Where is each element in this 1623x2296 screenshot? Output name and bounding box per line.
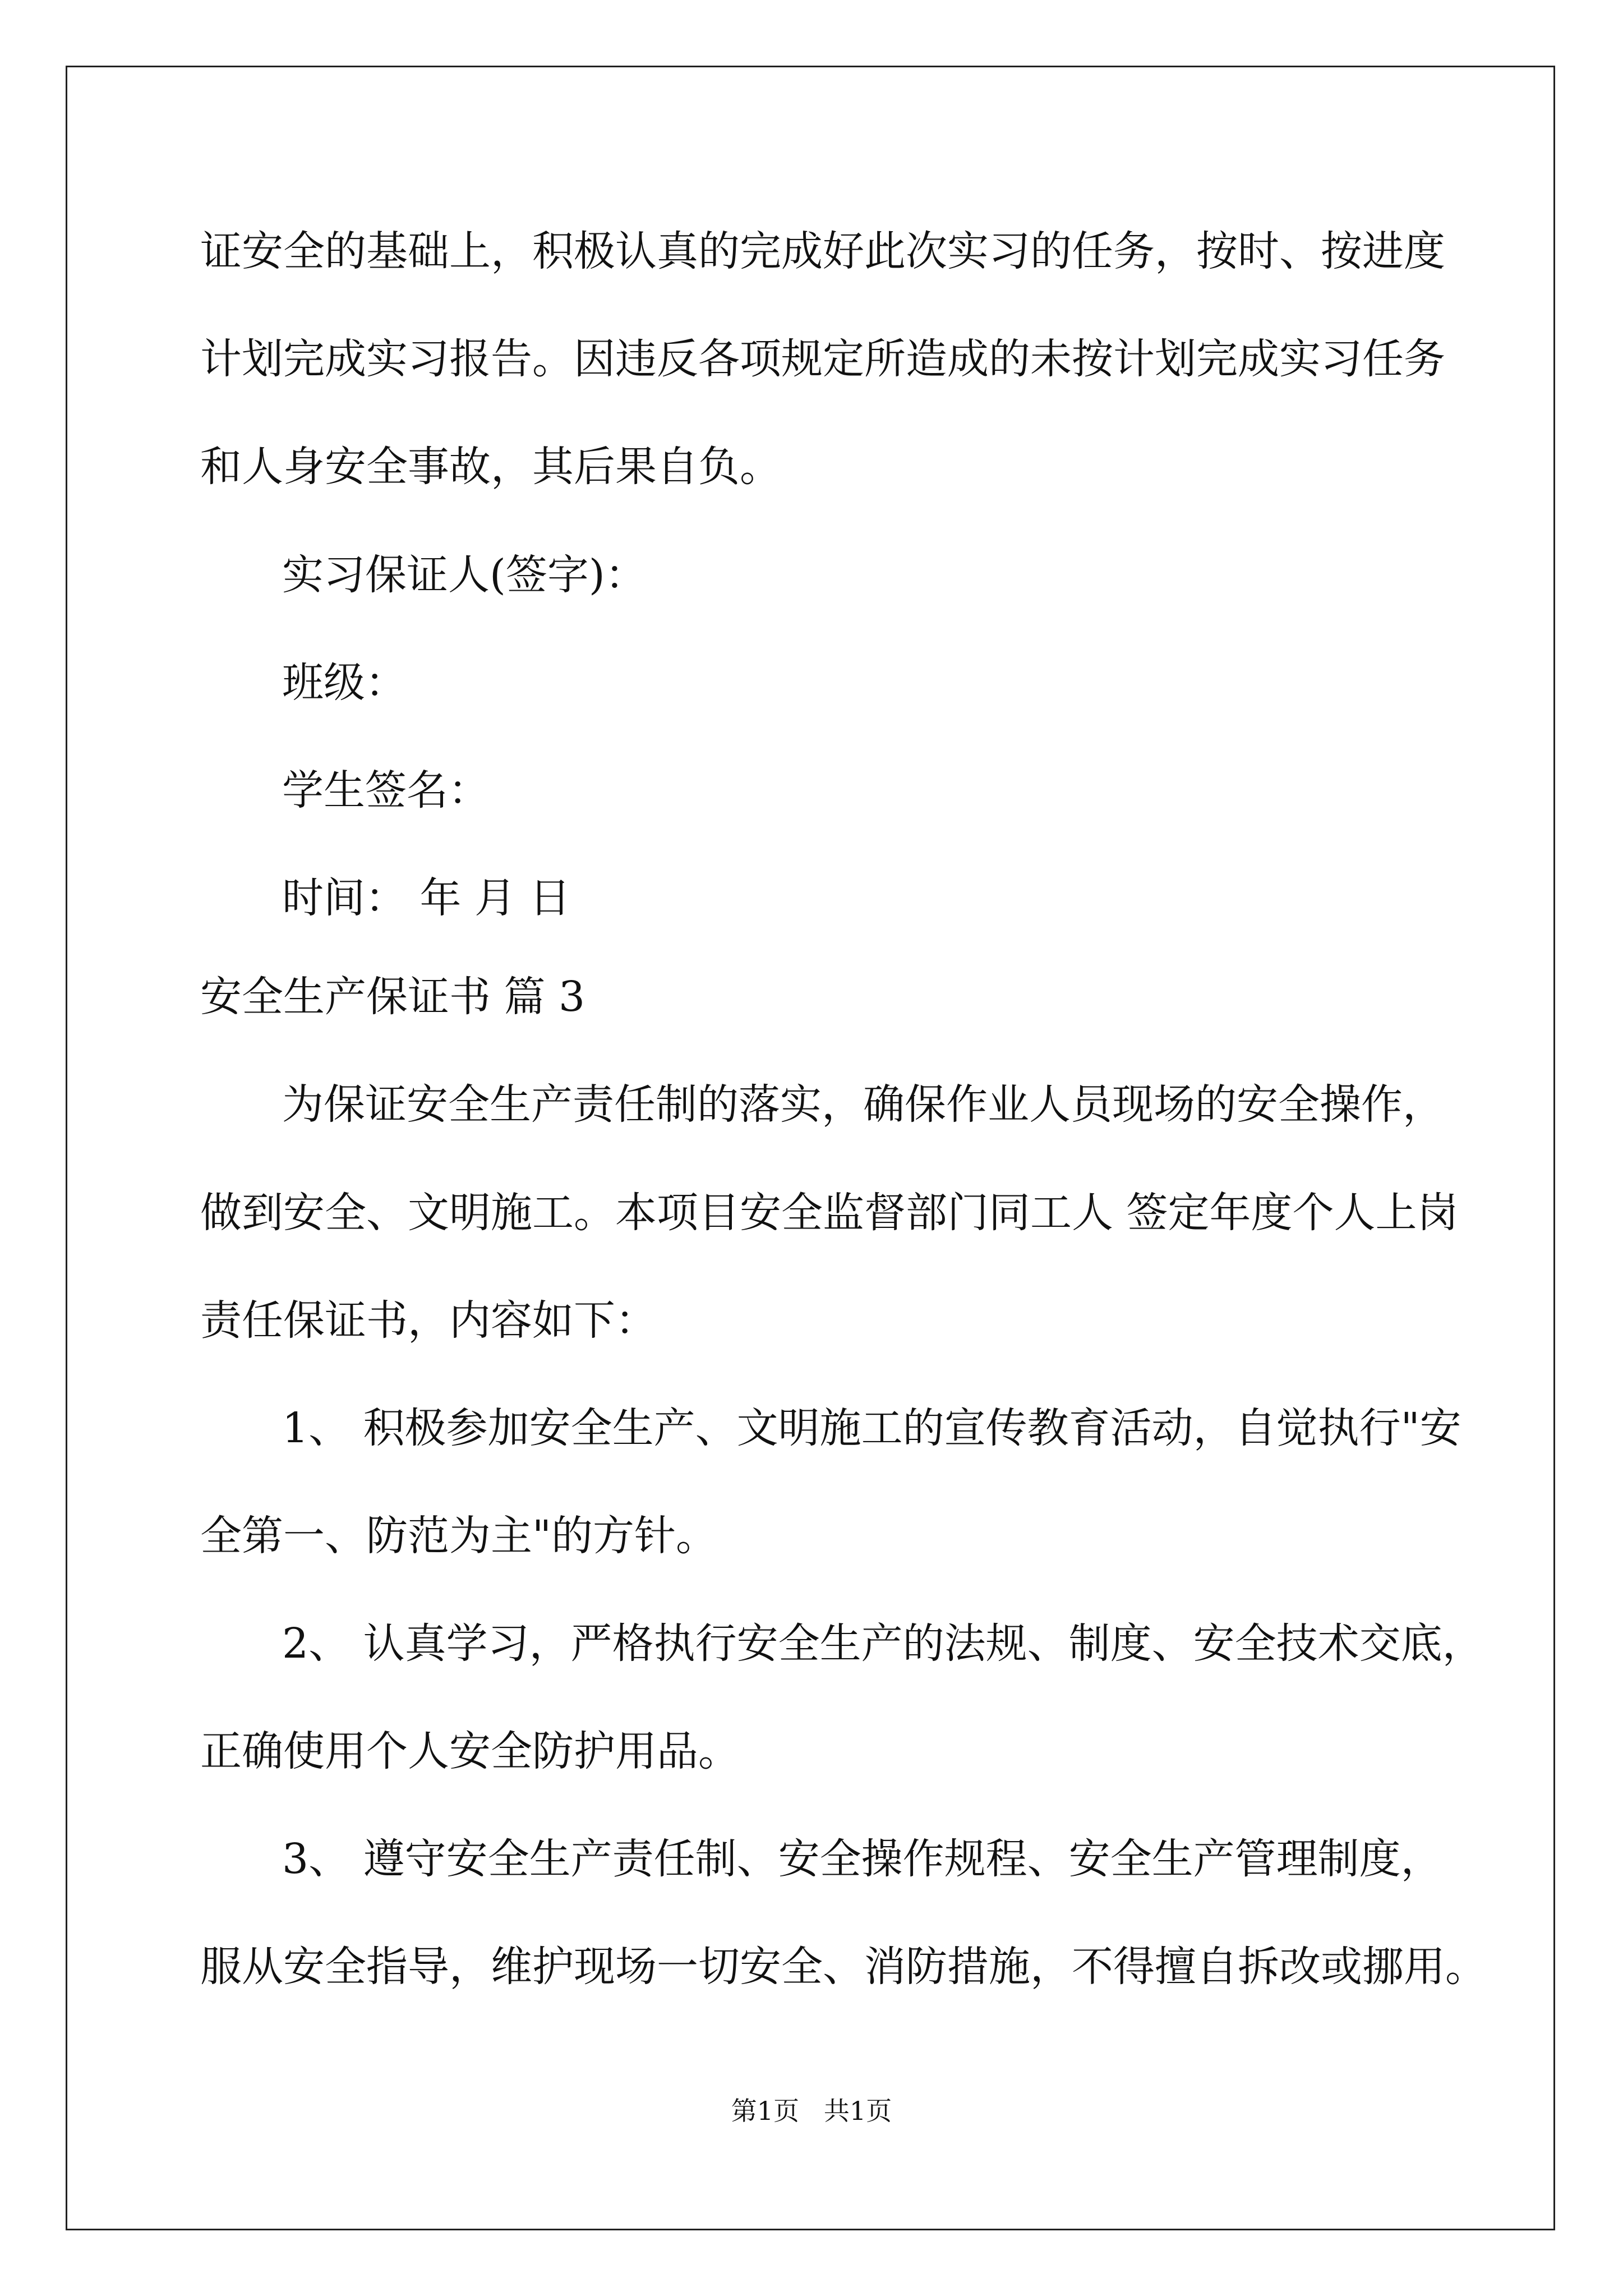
list-item: 3、 遵守安全生产责任制、安全操作规程、安全生产管理制度， <box>282 1835 1442 1883</box>
date-line: 时间： 年 月 日 <box>282 874 571 922</box>
list-item: 2、 认真学习，严格执行安全生产的法规、制度、安全技术交底， <box>282 1619 1484 1668</box>
page-border <box>66 66 1555 2230</box>
body-line: 计划完成实习报告。因违反各项规定所造成的未按计划完成实习任务 <box>200 335 1445 383</box>
list-item-continuation: 正确使用个人安全防护用品。 <box>200 1727 740 1775</box>
page-footer: 第1页 共1页 <box>731 2096 892 2126</box>
body-line: 责任保证书，内容如下： <box>200 1296 657 1345</box>
list-item-continuation: 服从安全指导，维护现场一切安全、消防措施，不得擅自拆改或挪用。 <box>200 1943 1487 1991</box>
student-signature-line: 学生签名： <box>282 766 490 815</box>
body-line: 为保证安全生产责任制的落实，确保作业人员现场的安全操作， <box>282 1080 1444 1129</box>
body-line: 和人身安全事故，其后果自负。 <box>200 443 781 491</box>
class-line: 班级： <box>282 659 407 707</box>
body-line: 做到安全、文明施工。本项目安全监督部门同工人 签定年度个人上岗 <box>200 1189 1459 1237</box>
list-item: 1、 积极参加安全生产、文明施工的宣传教育活动，自觉执行"安 <box>282 1404 1461 1452</box>
body-line: 证安全的基础上，积极认真的完成好此次实习的任务，按时、按进度 <box>200 227 1445 275</box>
list-item-continuation: 全第一、防范为主"的方针。 <box>200 1512 718 1560</box>
guarantor-signature-line: 实习保证人(签字)： <box>282 551 647 599</box>
section-heading: 安全生产保证书 篇 3 <box>200 973 585 1021</box>
